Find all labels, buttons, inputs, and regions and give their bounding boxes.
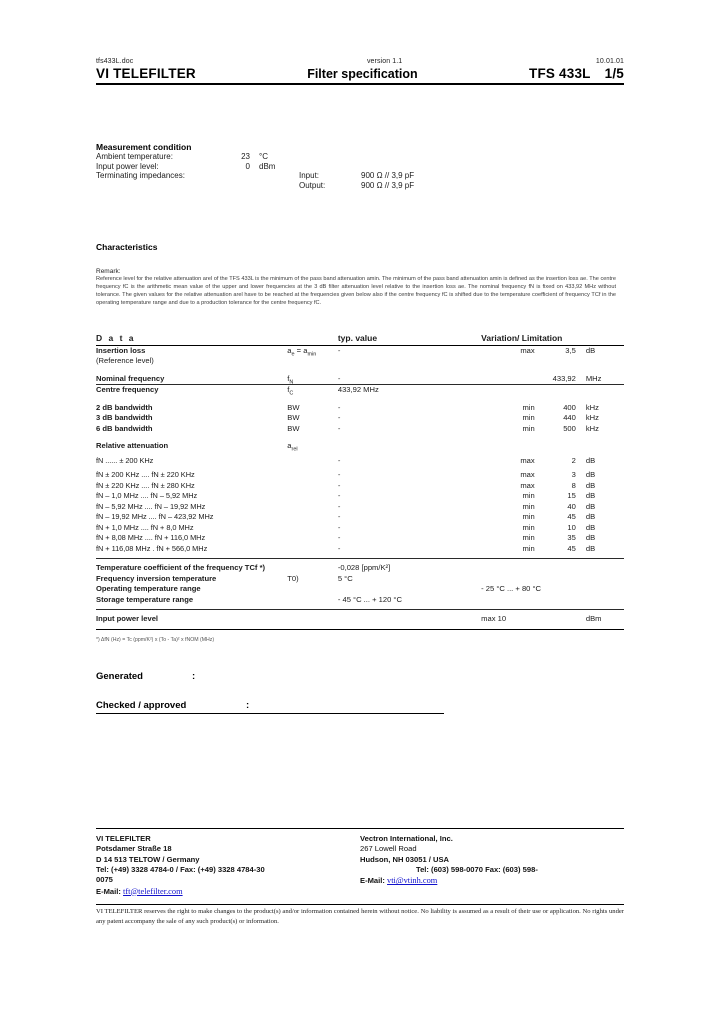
page-number: 1/5 xyxy=(604,66,624,81)
input-power-level-limit: max 10 xyxy=(481,614,507,624)
empty-cell xyxy=(543,563,586,574)
measurement-unit-2 xyxy=(259,171,299,181)
table-row xyxy=(96,403,624,414)
attenuation-typ-4: - xyxy=(337,501,341,511)
empty-cell xyxy=(287,595,338,606)
right-email-label: E-Mail: xyxy=(360,876,385,886)
bandwidth-6db-typ: - xyxy=(337,423,341,433)
attenuation-typ-2: - xyxy=(337,480,341,490)
address-left xyxy=(96,834,360,897)
storage-temp-range-label: Storage temperature range xyxy=(96,594,194,604)
output-impedance-value: 900 Ω // 3,9 pF xyxy=(361,180,415,190)
bandwidth-2db-typ: - xyxy=(337,402,341,412)
attenuation-freq-8: fN + 116,08 MHz . fN + 566,0 MHz xyxy=(96,543,208,553)
rule xyxy=(96,629,624,630)
attenuation-value-8: 45 xyxy=(567,543,576,553)
operating-temp-range-value: - 25 °C ... + 80 °C xyxy=(481,584,542,594)
nominal-frequency-typ: - xyxy=(337,373,341,383)
table-row xyxy=(96,171,414,181)
attenuation-limit-2: max xyxy=(520,480,535,490)
attenuation-limit-1: max xyxy=(520,470,535,480)
left-city: D 14 513 TELTOW / Germany xyxy=(96,854,200,864)
relative-attenuation-label: Relative attenuation xyxy=(96,441,169,451)
table-row xyxy=(96,512,624,523)
data-table xyxy=(96,333,624,630)
bandwidth-6db-label: 6 dB bandwidth xyxy=(96,423,153,433)
attenuation-limit-5: min xyxy=(522,512,535,522)
right-email-row xyxy=(360,875,624,886)
generated-colon: : xyxy=(192,670,196,682)
empty-cell xyxy=(543,441,586,452)
generated-label: Generated xyxy=(96,670,143,682)
right-city: Hudson, NH 03051 / USA xyxy=(360,854,450,864)
centre-frequency-value xyxy=(543,385,586,396)
insertion-loss-unit: dB xyxy=(585,345,596,355)
empty-cell xyxy=(586,356,624,367)
empty-cell xyxy=(287,356,338,367)
bandwidth-2db-label: 2 dB bandwidth xyxy=(96,402,153,412)
insertion-loss-value: 3,5 xyxy=(565,345,576,355)
attenuation-typ-6: - xyxy=(337,522,341,532)
table-row xyxy=(96,544,624,555)
attenuation-value-7: 35 xyxy=(567,533,576,543)
measurement-label-3 xyxy=(96,181,218,191)
empty-cell xyxy=(338,614,481,625)
bandwidth-3db-unit: kHz xyxy=(585,413,599,423)
right-email-link[interactable]: vti@vtinh.com xyxy=(387,876,438,886)
left-company-name: VI TELEFILTER xyxy=(96,834,151,843)
right-street: 267 Lowell Road xyxy=(360,844,417,854)
doc-date: 10.01.01 xyxy=(595,58,624,65)
page-footer xyxy=(96,828,624,926)
remark-title: Remark: xyxy=(96,268,121,275)
part-number: TFS 433L xyxy=(529,66,591,81)
attenuation-value-2: 8 xyxy=(571,480,576,490)
attenuation-freq-1: fN ± 200 KHz .... fN ± 220 KHz xyxy=(96,470,195,480)
table-row xyxy=(96,181,414,191)
attenuation-unit-3: dB xyxy=(585,491,596,501)
bandwidth-3db-value: 440 xyxy=(563,413,576,423)
centre-frequency-symbol: $f_C$ xyxy=(287,385,294,397)
attenuation-freq-6: fN + 1,0 MHz .... fN + 8,0 MHz xyxy=(96,522,194,532)
attenuation-freq-7: fN + 8,08 MHz .... fN + 116,0 MHz xyxy=(96,533,206,543)
temp-coefficient-typ: -0,028 [ppm/K²] xyxy=(337,563,391,573)
empty-cell xyxy=(586,595,624,606)
attenuation-unit-1: dB xyxy=(585,470,596,480)
temp-coefficient-label: Temperature coefficient of the frequency TCf *) xyxy=(96,563,266,573)
insertion-loss-limit: max xyxy=(520,345,535,355)
centre-frequency-typ: 433,92 MHz xyxy=(337,385,379,395)
left-email-link[interactable]: tft@telefilter.com xyxy=(123,886,183,896)
checked-colon: : xyxy=(246,699,250,711)
table-row xyxy=(96,481,624,492)
freq-inversion-temp-symbol: T0) xyxy=(287,573,299,583)
storage-temp-range-typ: - 45 °C ... + 120 °C xyxy=(337,594,402,604)
bandwidth-6db-value: 500 xyxy=(563,423,576,433)
insertion-loss-typ: - xyxy=(337,345,341,355)
input-power-value: 0 xyxy=(245,161,250,171)
doc-version: version 1.1 xyxy=(366,58,403,65)
address-block xyxy=(96,829,624,897)
attenuation-limit-4: min xyxy=(522,501,535,511)
ambient-temperature-value: 23 xyxy=(241,152,250,161)
variation-col-header: Variation/ Limitation xyxy=(481,332,563,343)
measurement-unit-3 xyxy=(259,181,299,191)
operating-temp-range-label: Operating temperature range xyxy=(96,584,201,594)
bandwidth-2db-value: 400 xyxy=(563,402,576,412)
left-telephone: Tel: (+49) 3328 4784-0 / Fax: (+49) 3328 4784-30 xyxy=(96,864,265,874)
empty-cell xyxy=(481,563,543,574)
left-email-row xyxy=(96,886,360,897)
nominal-frequency-label: Nominal frequency xyxy=(96,373,165,383)
attenuation-value-3: 15 xyxy=(567,491,576,501)
input-power-label: Input power level: xyxy=(96,161,159,171)
measurement-condition-table xyxy=(96,152,414,190)
signature-line xyxy=(96,713,444,714)
attenuation-limit-0: max xyxy=(520,455,535,465)
table-row xyxy=(96,574,624,585)
table-row xyxy=(96,523,624,534)
insertion-loss-sublabel: (Reference level) xyxy=(96,356,154,366)
address-right xyxy=(360,834,624,897)
ambient-temperature-label: Ambient temperature: xyxy=(96,152,173,161)
empty-cell xyxy=(481,574,543,585)
table-row xyxy=(96,491,624,502)
attenuation-freq-2: fN ± 220 KHz .... fN ± 280 KHz xyxy=(96,480,195,490)
spacer xyxy=(96,682,624,700)
input-impedance-value: 900 Ω // 3,9 pF xyxy=(361,171,415,180)
empty-cell xyxy=(543,595,586,606)
insertion-loss-label: Insertion loss xyxy=(96,345,146,355)
input-power-unit: dBm xyxy=(259,161,276,171)
attenuation-unit-8: dB xyxy=(585,543,596,553)
empty-cell xyxy=(338,441,481,452)
attenuation-typ-8: - xyxy=(337,543,341,553)
table-row xyxy=(96,533,624,544)
output-port-label: Output: xyxy=(299,180,326,190)
input-port-label: Input: xyxy=(299,171,320,180)
empty-cell xyxy=(481,356,543,367)
characteristics-section xyxy=(96,242,624,252)
attenuation-value-5: 45 xyxy=(567,512,576,522)
nominal-frequency-unit: MHz xyxy=(585,373,602,383)
table-row xyxy=(96,456,624,467)
freq-inversion-temp-typ: 5 °C xyxy=(337,573,353,583)
left-email-label: E-Mail: xyxy=(96,886,121,896)
bandwidth-2db-symbol: BW xyxy=(287,402,300,412)
table-row xyxy=(96,374,624,385)
bandwidth-2db-limit: min xyxy=(522,402,535,412)
attenuation-unit-4: dB xyxy=(585,501,596,511)
measurement-impedance-0 xyxy=(361,152,414,162)
attenuation-unit-7: dB xyxy=(585,533,596,543)
empty-cell xyxy=(543,614,586,625)
table-row xyxy=(96,413,624,424)
doc-filename: tfs433L.doc xyxy=(96,58,134,65)
attenuation-typ-0: - xyxy=(337,455,341,465)
bandwidth-2db-unit: kHz xyxy=(585,402,599,412)
table-row xyxy=(96,563,624,574)
measurement-port-1 xyxy=(299,162,361,172)
table-row xyxy=(96,614,624,625)
empty-cell xyxy=(287,584,338,595)
empty-cell xyxy=(338,356,481,367)
attenuation-typ-5: - xyxy=(337,512,341,522)
right-company-name: Vectron International, Inc. xyxy=(360,834,453,843)
attenuation-freq-0: fN ...... ± 200 KHz xyxy=(96,455,154,465)
bandwidth-6db-limit: min xyxy=(522,423,535,433)
company-name: VI TELEFILTER xyxy=(96,66,196,81)
bandwidth-3db-symbol: BW xyxy=(287,413,300,423)
checked-row xyxy=(96,700,624,711)
measurement-value-3 xyxy=(218,181,259,191)
empty-cell xyxy=(543,356,586,367)
nominal-frequency-limit xyxy=(481,374,543,385)
page-body xyxy=(96,58,624,714)
characteristics-title: Characteristics xyxy=(96,242,158,252)
attenuation-typ-7: - xyxy=(337,533,341,543)
empty-cell xyxy=(481,441,543,452)
left-extra: 0075 xyxy=(96,875,113,885)
attenuation-unit-5: dB xyxy=(585,512,596,522)
table-row xyxy=(96,162,414,172)
table-row xyxy=(96,356,624,367)
symbol-col-header xyxy=(287,333,338,345)
data-col-header: D a t a xyxy=(96,332,136,343)
empty-cell xyxy=(338,584,481,595)
centre-frequency-unit xyxy=(586,385,624,396)
attenuation-limit-8: min xyxy=(522,543,535,553)
table-row xyxy=(96,385,624,396)
input-power-level-label: Input power level xyxy=(96,614,159,624)
part-number-block xyxy=(529,66,624,81)
attenuation-freq-5: fN – 19,92 MHz .... fN – 423,92 MHz xyxy=(96,512,214,522)
terminating-impedances-label: Terminating impedances: xyxy=(96,171,185,180)
empty-cell xyxy=(586,563,624,574)
relative-attenuation-symbol: $a_{rel}$ xyxy=(287,441,298,453)
attenuation-value-6: 10 xyxy=(567,522,576,532)
document-meta-line xyxy=(96,58,624,65)
measurement-condition-section xyxy=(96,142,624,190)
table-row xyxy=(96,441,624,452)
attenuation-value-0: 2 xyxy=(571,455,576,465)
table-footnote: *) ΔfN (Hz) = Tc (ppm/K²) x (To - Ta)² x fNOM (MHz) xyxy=(96,636,215,643)
insertion-loss-symbol: $a_e = a_{min}$ xyxy=(287,345,317,358)
attenuation-unit-0: dB xyxy=(585,455,596,465)
freq-inversion-temp-label: Frequency inversion temperature xyxy=(96,573,217,583)
empty-cell xyxy=(287,614,338,625)
left-street: Potsdamer Straße 18 xyxy=(96,844,172,854)
table-row xyxy=(96,424,624,435)
empty-cell xyxy=(543,574,586,585)
attenuation-typ-3: - xyxy=(337,491,341,501)
measurement-value-2 xyxy=(218,171,259,181)
data-table-header xyxy=(96,333,624,345)
remark-text: Reference level for the relative attenuation arel of the TFS 433L is the minimum of the pass band attenuation amin. The minimum of the pass band attenuation amin is defined as the insertion loss ae. The centre frequency fC is the arithmetic mean value of the upper and lower frequencies at the 3 dB filter attenuation level relative to the insertion loss ae. The nominal frequency fN is fixed on 433,92 MHz without tolerance. The given values for the relative attenuation arel have to be reached at the frequencies given below also if the centre frequency fC is shifted due to the temperature coefficient of frequency TCf in the operating temperature range and due to a production tolerance for the centre frequency fC. xyxy=(96,276,616,306)
signature-section xyxy=(96,671,624,714)
ambient-temperature-unit: °C xyxy=(259,152,268,161)
empty-cell xyxy=(586,441,624,452)
bandwidth-3db-typ: - xyxy=(337,413,341,423)
nominal-frequency-value: 433,92 xyxy=(552,373,576,383)
input-power-level-unit: dBm xyxy=(585,614,602,624)
table-row xyxy=(96,346,624,357)
attenuation-unit-6: dB xyxy=(585,522,596,532)
attenuation-typ-1: - xyxy=(337,470,341,480)
table-row xyxy=(96,584,624,595)
attenuation-freq-4: fN – 5,92 MHz .... fN – 19,92 MHz xyxy=(96,501,206,511)
bandwidth-6db-symbol: BW xyxy=(287,423,300,433)
table-row xyxy=(96,502,624,513)
attenuation-unit-2: dB xyxy=(585,480,596,490)
remark-section xyxy=(96,268,624,308)
attenuation-value-4: 40 xyxy=(567,501,576,511)
attenuation-limit-3: min xyxy=(522,491,535,501)
centre-frequency-limit xyxy=(481,385,543,396)
generated-row xyxy=(96,671,624,682)
legal-disclaimer: VI TELEFILTER reserves the right to make changes to the product(s) and/or information contained herein without notice. No liability is assumed as a result of their use or application. No rights under any patent accompany the sale of any such product(s) or information. xyxy=(96,907,624,925)
attenuation-value-1: 3 xyxy=(571,470,576,480)
measurement-port-0 xyxy=(299,152,361,162)
centre-frequency-label: Centre frequency xyxy=(96,385,159,395)
spacer xyxy=(96,396,624,403)
spacer xyxy=(96,367,624,374)
right-telephone: Tel: (603) 598-0070 Fax: (603) 598- xyxy=(416,864,538,874)
attenuation-limit-6: min xyxy=(522,522,535,532)
typ-value-col-header: typ. value xyxy=(337,332,378,343)
attenuation-freq-3: fN – 1,0 MHz .... fN – 5,92 MHz xyxy=(96,491,198,501)
page-title: Filter specification xyxy=(307,67,418,81)
table-row xyxy=(96,595,624,606)
bandwidth-6db-unit: kHz xyxy=(585,423,599,433)
bandwidth-3db-limit: min xyxy=(522,413,535,423)
spacer xyxy=(96,434,624,441)
empty-cell xyxy=(481,595,543,606)
bandwidth-3db-label: 3 dB bandwidth xyxy=(96,413,153,423)
empty-cell xyxy=(586,574,624,585)
nominal-frequency-symbol: $f_N$ xyxy=(287,373,294,386)
measurement-impedance-1 xyxy=(361,162,414,172)
table-row xyxy=(96,152,414,162)
attenuation-limit-7: min xyxy=(522,533,535,543)
checked-approved-label: Checked / approved xyxy=(96,699,187,711)
document-title-bar xyxy=(96,66,624,85)
measurement-condition-title: Measurement condition xyxy=(96,142,192,152)
table-row xyxy=(96,470,624,481)
